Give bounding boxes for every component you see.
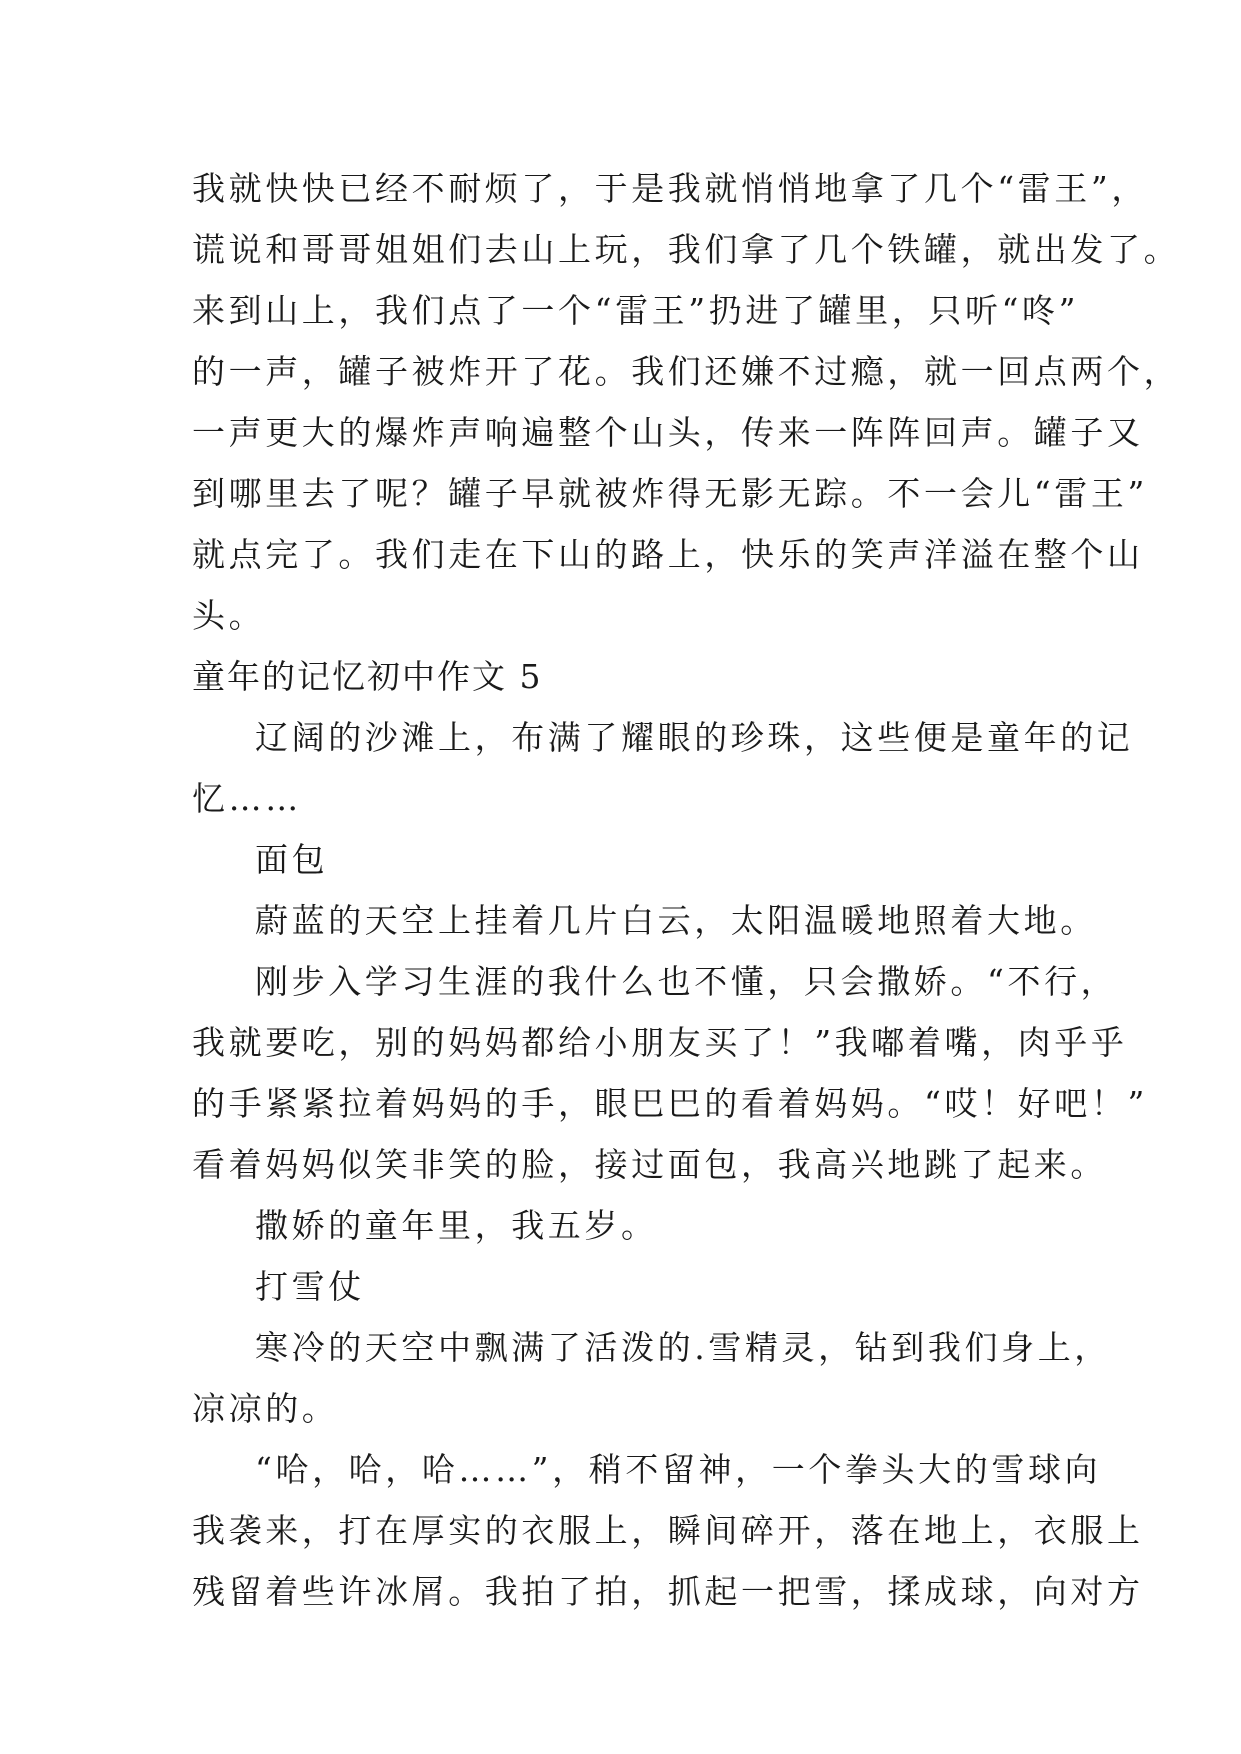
text-line: 到哪里去了呢？罐子早就被炸得无影无踪。不一会儿“雷王”: [192, 474, 1148, 513]
text-line: 残留着些许冰屑。我拍了拍，抓起一把雪，揉成球，向对方: [192, 1572, 1144, 1611]
text-line: 的一声，罐子被炸开了花。我们还嫌不过瘾，就一回点两个，: [192, 352, 1181, 391]
text-line: 来到山上，我们点了一个“雷王”扔进了罐里，只听“咚”: [192, 291, 1080, 330]
text-line: 看着妈妈似笑非笑的脸，接过面包，我高兴地跳了起来。: [192, 1145, 1107, 1184]
text-line: 的手紧紧拉着妈妈的手，眼巴巴的看着妈妈。“哎！好吧！”: [192, 1084, 1148, 1123]
paragraph-first-line: 蔚蓝的天空上挂着几片白云，太阳温暖地照着大地。: [255, 901, 1097, 940]
subsection-title: 面包: [255, 840, 329, 879]
text-line: 忆……: [192, 779, 302, 818]
text-line: 凉凉的。: [192, 1389, 339, 1428]
subsection-title: 打雪仗: [255, 1267, 365, 1306]
text-line: 就点完了。我们走在下山的路上，快乐的笑声洋溢在整个山: [192, 535, 1144, 574]
paragraph-first-line: 刚步入学习生涯的我什么也不懂，只会撒娇。“不行，: [255, 962, 1118, 1001]
section-heading: 童年的记忆初中作文 5: [192, 657, 543, 696]
text-line: 谎说和哥哥姐姐们去山上玩，我们拿了几个铁罐，就出发了。: [192, 230, 1181, 269]
paragraph-first-line: “哈，哈，哈……”，稍不留神，一个拳头大的雪球向: [255, 1450, 1102, 1489]
text-line: 头。: [192, 596, 266, 635]
text-line: 我就要吃，别的妈妈都给小朋友买了！”我嘟着嘴，肉乎乎: [192, 1023, 1128, 1062]
document-body: [192, 158, 1181, 1622]
paragraph-first-line: 寒冷的天空中飘满了活泼的.雪精灵，钻到我们身上，: [255, 1328, 1111, 1367]
paragraph-first-line: 辽阔的沙滩上，布满了耀眼的珍珠，这些便是童年的记: [255, 718, 1134, 757]
text-line: 我袭来，打在厚实的衣服上，瞬间碎开，落在地上，衣服上: [192, 1511, 1144, 1550]
text-line: 我就快快已经不耐烦了，于是我就悄悄地拿了几个“雷王”，: [192, 169, 1148, 208]
paragraph-first-line: 撒娇的童年里，我五岁。: [255, 1206, 658, 1245]
text-line: 一声更大的爆炸声响遍整个山头，传来一阵阵回声。罐子又: [192, 413, 1144, 452]
